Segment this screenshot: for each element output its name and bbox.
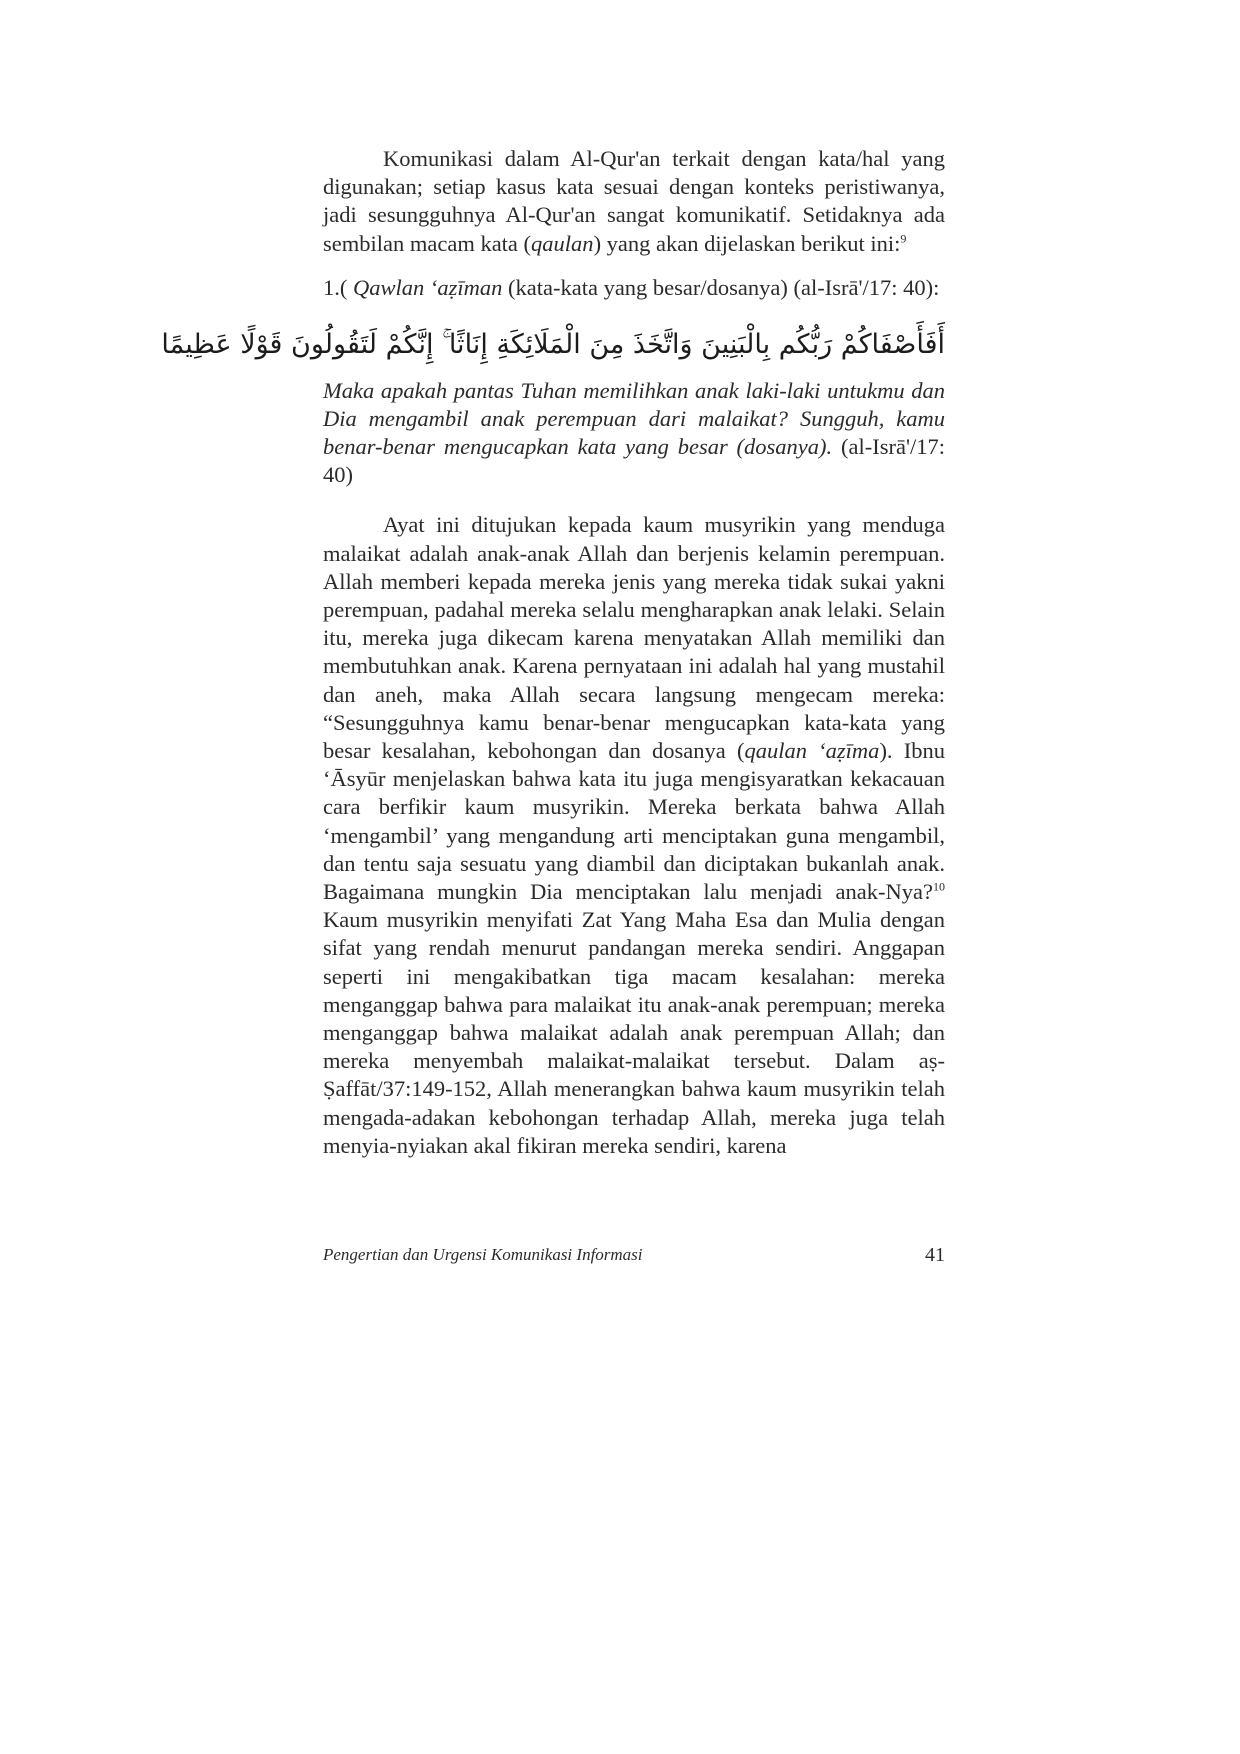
running-footer-title: Pengertian dan Urgensi Komunikasi Informasi <box>323 1245 643 1264</box>
body-text-part1: Ayat ini ditujukan kepada kaum musyrikin yang menduga malaikat adalah anak-anak Allah dan berjenis kelamin perempuan. Allah memberi kepada mereka jenis yang mereka tidak sukai yakni perempuan, padahal mereka selalu mengharapkan anak lelaki. Selain itu, mereka juga dikecam karena menyatakan Allah memiliki dan membutuhkan anak. Karena pernyataan ini adalah hal yang mustahil dan aneh, maka Allah secara langsung mengecam mereka: “Sesungguhnya kamu benar-benar mengucapkan kata-kata yang besar kesalahan, kebohongan dan dosanya ( <box>323 512 945 763</box>
body-paragraph <box>323 511 945 1160</box>
list-item-text: (kata-kata yang besar/dosanya) (al-Isrā'/17: 40): <box>502 274 940 300</box>
verse-translation <box>323 377 945 490</box>
list-item-1 <box>323 274 945 302</box>
page-number: 41 <box>925 1244 945 1266</box>
footnote-ref-9[interactable]: 9 <box>900 231 907 246</box>
list-item-number: 1.( <box>323 274 348 300</box>
intro-italic-term: qaulan <box>531 230 594 256</box>
intro-paragraph <box>323 145 945 258</box>
intro-text-after: ) yang akan dijelaskan berikut ini: <box>593 230 901 256</box>
verse-translation-text: Maka apakah pantas Tuhan memilihkan anak laki-laki untukmu dan Dia mengambil anak perempuan dari malaikat? Sungguh, kamu benar-benar mengucapkan kata yang besar (dosanya). <box>323 377 945 459</box>
quran-verse-arabic: أَفَأَصْفَاكُمْ رَبُّكُم بِالْبَنِينَ وَاتَّخَذَ مِنَ الْمَلَائِكَةِ إِنَاثًا ۚ إِنَّكُمْ لَتَقُولُونَ قَوْلًا عَظِيمًا <box>161 328 945 360</box>
footnote-ref-10[interactable]: 10 <box>933 879 945 894</box>
body-italic-term: qaulan ‘aẓīma <box>744 737 880 763</box>
body-text-part2: ). Ibnu ‘Āsyūr menjelaskan bahwa kata itu juga mengisyaratkan kekacauan cara berfikir kaum musyrikin. Mereka berkata bahwa Allah ‘mengambil’ yang mengandung arti menciptakan guna mengambil, dan tentu saja sesuatu yang diambil dan diciptakan bukanlah anak. Bagaimana mungkin Dia menciptakan lalu menjadi anak-Nya? <box>323 737 945 904</box>
body-text-part3: Kaum musyrikin menyifati Zat Yang Maha Esa dan Mulia dengan sifat yang rendah menurut pandangan mereka sendiri. Anggapan seperti ini mengakibatkan tiga macam kesalahan: mereka menganggap bahwa para malaikat itu anak-anak perempuan; mereka menganggap bahwa malaikat adalah anak perempuan Allah; dan mereka menyembah malaikat-malaikat tersebut. Dalam aṣ-Ṣaffāt/37:149-152, Allah menerangkan bahwa kaum musyrikin telah mengada-adakan kebohongan terhadap Allah, mereka juga telah menyia-nyiakan akal fikiran mereka sendiri, karena <box>323 907 945 1158</box>
verse-reference: (al-Isrā'/17: 40) <box>323 433 945 488</box>
intro-text: Komunikasi dalam Al-Qur'an terkait dengan kata/hal yang digunakan; setiap kasus kata sesuai dengan konteks peristiwanya, jadi sesungguhnya Al-Qur'an sangat komunikatif. Setidaknya ada sembilan macam kata ( <box>323 146 945 256</box>
list-item-term: Qawlan ‘aẓīman <box>353 274 503 300</box>
page-body <box>161 145 945 1160</box>
page-footer <box>323 1243 945 1267</box>
